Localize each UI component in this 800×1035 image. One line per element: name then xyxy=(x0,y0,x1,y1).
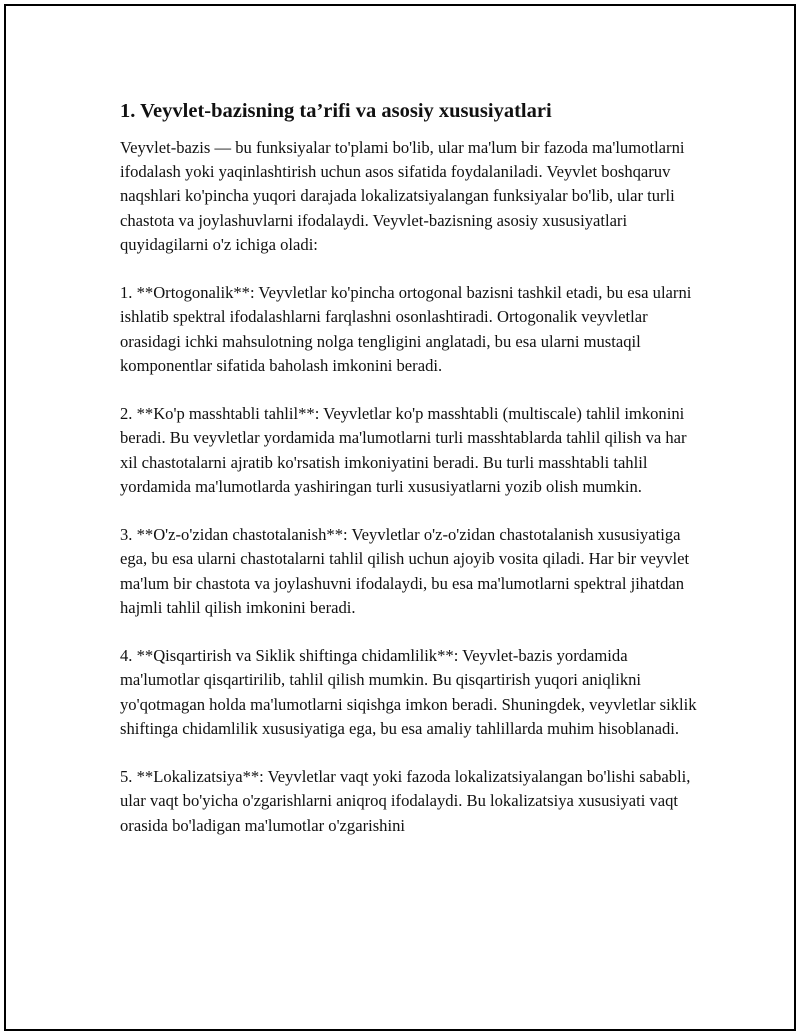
page-content xyxy=(120,97,700,862)
section-heading: 1. Veyvlet-bazisning ta’rifi va asosiy xususiyatlari xyxy=(120,100,552,122)
list-item-self-frequency: 3. **O'z-o'zidan chastotalanish**: Veyvletlar o'z-o'zidan chastotalanish xususiyatiga ega, bu esa ularni chastotalarni tahlil qilish uchun ajoyib vosita qiladi. Har bir veyvlet ma'lum bir chastota va joylashuvni ifodalaydi, bu esa ma'lumotlarni spektral jihatdan hajmli tahlil qilish imkonini beradi. xyxy=(120,525,690,617)
list-item-multiscale-analysis: 2. **Ko'p masshtabli tahlil**: Veyvletlar ko'p masshtabli (multiscale) tahlil imkonini beradi. Bu veyvletlar yordamida ma'lumotlarni turli masshtablarda tahlil qilish va har xil chastotalarni ajratib ko'rsatish imkoniyatini beradi. Bu turli masshtabli tahlil yordamida ma'lumotlarda yashiringan turli xususiyatlarni yozib olish mumkin. xyxy=(120,404,687,496)
list-item-compression-shift: 4. **Qisqartirish va Siklik shiftinga chidamlilik**: Veyvlet-bazis yordamida ma'lumotlar qisqartirilib, tahlil qilish mumkin. Bu qisqartirish yuqori aniqlikni yo'qotmagan holda ma'lumotlarni siqishga imkon beradi. Shuningdek, veyvletlar siklik shiftinga chidamlilik xususiyatiga ega, bu esa amaliy tahlillarda muhim hisoblanadi. xyxy=(120,646,697,738)
document-page xyxy=(4,4,796,1031)
list-item-orthogonality: 1. **Ortogonalik**: Veyvletlar ko'pincha ortogonal bazisni tashkil etadi, bu esa ularni ishlatib spektral ifodalashlarni farqlashni osonlashtiradi. Ortogonalik veyvletlar orasidagi ichki mahsulotning nolga tengligini anglatadi, bu esa ularni mustaqil komponentlar sifatida baholash imkonini beradi. xyxy=(120,283,692,375)
intro-paragraph: Veyvlet-bazis — bu funksiyalar to'plami bo'lib, ular ma'lum bir fazoda ma'lumotlarni ifodalash yoki yaqinlashtirish uchun asos sifatida foydalaniladi. Veyvlet boshqaruv naqshlari ko'pincha yuqori darajada lokalizatsiyalangan funksiyalar bo'lib, ular turli chastota va joylashuvlarni ifodalaydi. Veyvlet-bazisning asosiy xususiyatlari quyidagilarni o'z ichiga oladi: xyxy=(120,138,685,254)
list-item-localization: 5. **Lokalizatsiya**: Veyvletlar vaqt yoki fazoda lokalizatsiyalangan bo'lishi sababli, ular vaqt bo'yicha o'zgarishlarni aniqroq ifodalaydi. Bu lokalizatsiya xususiyati vaqt orasida bo'ladigan ma'lumotlar o'zgarishini xyxy=(120,767,691,835)
